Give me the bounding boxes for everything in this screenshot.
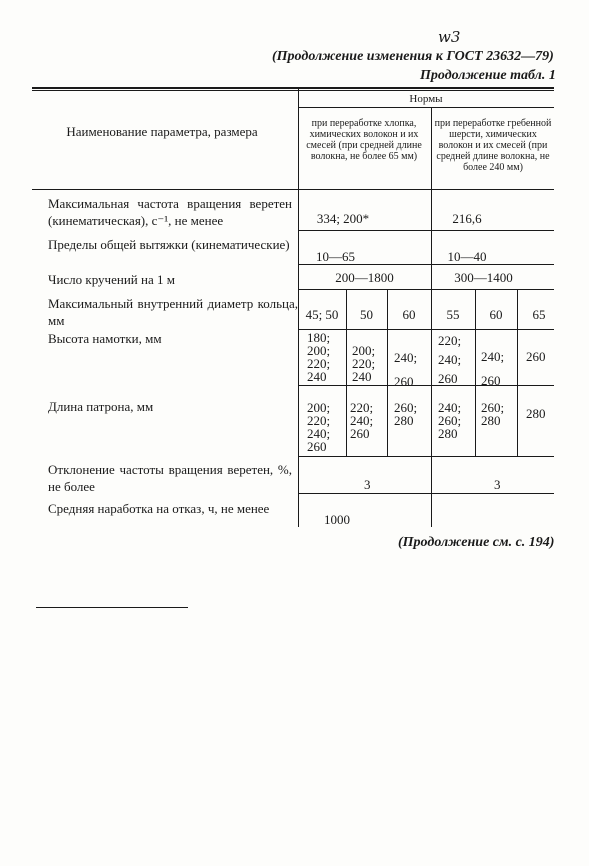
row-label-max-speed: Максимальная частота вращения веретен (кинематическая), с⁻¹, не менее [48,196,292,228]
package-length-cell: 260; 280 [394,400,418,428]
package-length-cell: 280 [526,406,546,421]
package-length-cell: 240; 260; 280 [438,400,462,441]
continued-on-note: (Продолжение см. с. 194) [398,535,555,550]
speed-deviation-wool: 3 [494,477,501,492]
col-wool-header: при переработке гребенной шерсти, химических волокон и их смесей (при средней длине волокна, не более 240 мм) [434,118,552,173]
ring-diameter-value: 45; 50 [305,307,339,322]
draft-limits-cotton: 10—65 [316,249,355,264]
ring-diameter-value: 60 [489,307,503,322]
mtbf-value: 1000 [324,512,350,527]
package-length-cell: 220; 240; 260 [350,400,374,441]
speed-deviation-cotton: 3 [364,477,371,492]
package-length-cell: 200; 220; 240; 260 [307,400,331,454]
row-label-package-length: Длина патрона, мм [48,399,154,414]
winding-height-cell: 260 [526,349,546,364]
max-speed-cotton: 334; 200* [316,211,370,226]
winding-height-cell: 240; 260 [481,349,505,388]
twists-cotton: 200—1800 [335,270,394,285]
winding-height-cell: 240; 260 [394,350,418,389]
winding-height-cell: 220; 240; 260 [438,333,462,386]
row-label-speed-deviation: Отклонение частоты вращения веретен, %, не более [48,462,292,494]
norms-header: Нормы [409,93,443,105]
handwritten-mark: w3 [438,28,461,46]
ring-diameter-value: 60 [402,307,416,322]
continuation-table-label: Продолжение табл. 1 [420,68,556,83]
row-label-ring-diameter: Максимальный внутренний диаметр кольца, мм [48,296,298,328]
row-label-twists: Число кручений на 1 м [48,272,175,287]
footnote-divider [36,607,188,608]
ring-diameter-value: 65 [532,307,546,322]
draft-limits-wool: 10—40 [447,249,487,264]
col-cotton-header: при переработке хлопка, химических волокон и их смесей (при средней длине волокна, не более 65 мм) [306,118,422,162]
row-label-winding-height: Высота намотки, мм [48,331,162,346]
continuation-of-change: (Продолжение изменения к ГОСТ 23632—79) [272,49,554,64]
ring-diameter-value: 55 [446,307,460,322]
twists-wool: 300—1400 [454,270,513,285]
ring-diameter-value: 50 [360,307,373,322]
param-header: Наименование параметра, размера [66,124,258,139]
winding-height-cell: 200; 220; 240 [352,343,376,384]
winding-height-cell: 180; 200; 220; 240 [307,330,331,384]
max-speed-wool: 216,6 [452,211,482,226]
package-length-cell: 260; 280 [481,400,505,428]
row-label-draft-limits: Пределы общей вытяжки (кинематические) [48,237,290,252]
row-label-mtbf: Средняя наработка на отказ, ч, не менее [48,501,270,516]
